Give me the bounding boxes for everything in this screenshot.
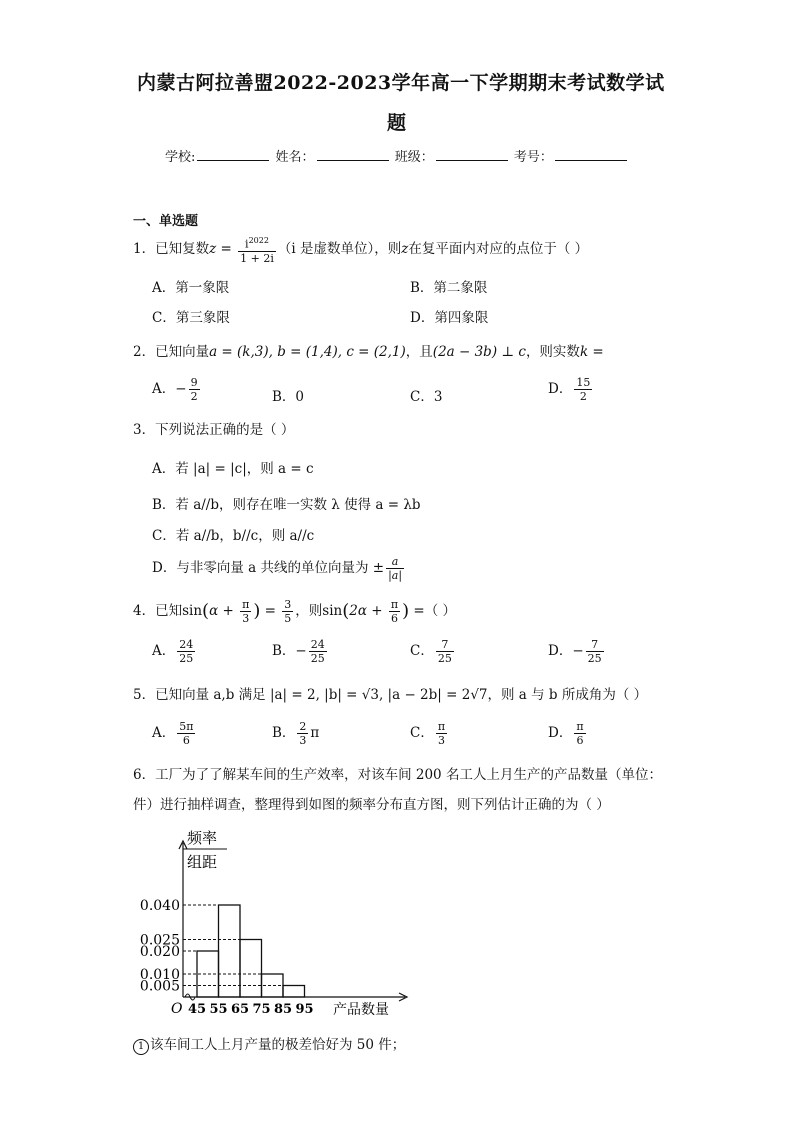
- q2-option-b[interactable]: B．0: [272, 389, 305, 405]
- q4-pi-over-6: [389, 598, 400, 625]
- q4-c-den: 25: [437, 652, 452, 665]
- q3-option-d[interactable]: [152, 555, 406, 582]
- q1-option-d[interactable]: D．第四象限: [410, 310, 489, 326]
- q1-option-c[interactable]: C．第三象限: [152, 310, 230, 326]
- question-1-stem: [133, 234, 588, 265]
- q5-c-num: π: [437, 720, 446, 733]
- y-tick-label: 0.040: [139, 898, 180, 914]
- q4-arg-1: α +: [209, 603, 239, 619]
- paper-title-line1: 内蒙古阿拉善盟2022-2023学年高一下学期期末考试数学试: [137, 72, 665, 94]
- q4-a-num: 24: [179, 638, 194, 651]
- y-tick-label: 0.025: [139, 932, 180, 949]
- exam-number-label: 考号：: [513, 150, 553, 165]
- question-6-line-1: 6．工厂为了了解某车间的生产效率，对该车间 200 名工人上月生产的产品数量（单位：: [133, 767, 662, 783]
- q2-a-fraction: [189, 376, 200, 403]
- q1-eq: =: [216, 240, 237, 257]
- q4-value: [282, 598, 293, 625]
- q1-prefix: 1．已知复数: [133, 240, 210, 257]
- q4-eq: =: [260, 603, 281, 619]
- q1-denominator: 1 + 2i: [240, 251, 274, 265]
- q1-suffix: （i 是虚数单位），则: [277, 240, 402, 257]
- q5-b-fraction: [297, 720, 308, 747]
- q4-mid: ，则: [295, 603, 323, 619]
- q5-d-fraction: [574, 720, 585, 747]
- q5-option-b[interactable]: [272, 720, 319, 747]
- q5-a-label: A．: [152, 725, 176, 741]
- q4-a-den: 25: [179, 652, 194, 665]
- origin-label: O: [171, 1001, 183, 1015]
- paper-title-line2: 题: [387, 112, 407, 134]
- q3-option-c[interactable]: C．若 a//b，b//c，则 a//c: [152, 528, 315, 544]
- question-6-line-2: 件）进行抽样调查，整理得到如图的频率分布直方图，则下列估计正确的为（ ）: [133, 797, 610, 813]
- q5-a-num: 5π: [179, 720, 194, 733]
- q2-post: ，则实数: [525, 344, 580, 360]
- y-axis-label-denominator: 组距: [187, 853, 218, 871]
- student-info-fields: [165, 146, 629, 165]
- y-tick-label: 0.010: [139, 967, 180, 983]
- histogram-bar: [240, 940, 262, 998]
- q4-c-label: C．: [410, 643, 434, 659]
- q2-a-label: A．: [152, 381, 176, 397]
- q2-d-den: 2: [579, 390, 587, 403]
- q2-a-den: 2: [190, 390, 198, 403]
- q4-option-d[interactable]: [548, 638, 606, 665]
- x-axis-label: 产品数量: [333, 1002, 389, 1015]
- section-heading-single-choice: 一、单选题: [133, 214, 199, 229]
- x-tick-label: 65: [230, 1002, 250, 1015]
- q1-exponent: 2022: [248, 236, 269, 245]
- q4-pi1-den: 3: [242, 612, 250, 625]
- q3-option-b[interactable]: B．若 a//b，则存在唯一实数 λ 使得 a = λb: [152, 497, 421, 513]
- q4-d-num: 7: [586, 638, 604, 652]
- q5-b-den: 3: [299, 734, 307, 747]
- frequency-histogram: [125, 825, 415, 1015]
- q4-pi1-num: π: [242, 598, 250, 611]
- q3-d-num: a: [386, 555, 404, 569]
- q3-d-den: |a|: [388, 569, 403, 582]
- q4-b-num: 24: [310, 638, 325, 651]
- q5-a-fraction: [177, 720, 195, 747]
- q5-c-fraction: [436, 720, 447, 747]
- q2-end: =: [588, 344, 604, 360]
- histogram-bar: [219, 905, 241, 997]
- q4-c-num: 7: [436, 638, 454, 652]
- q4-d-den: 25: [587, 652, 602, 665]
- q4-arg-2: 2α +: [349, 603, 387, 619]
- q1-suffix2: 在复平面内对应的点位于（ ）: [408, 240, 589, 257]
- question-6-statement-1: [133, 1036, 405, 1055]
- q5-a-den: 6: [182, 734, 190, 747]
- q4-pi2-num: π: [390, 598, 399, 611]
- name-label: 姓名：: [275, 150, 315, 165]
- q2-a-num: 9: [190, 376, 198, 389]
- name-blank: [317, 148, 389, 161]
- statement-1-text: 该车间工人上月产量的极差恰好为 50 件；: [150, 1037, 406, 1053]
- x-tick-label: 55: [209, 1002, 228, 1015]
- x-tick-label: 95: [295, 1002, 314, 1015]
- q4-option-a[interactable]: [152, 638, 197, 665]
- q5-b-pi: π: [310, 725, 320, 741]
- q4-prefix: 4．已知: [133, 603, 183, 619]
- q5-c-label: C．: [410, 725, 434, 741]
- q4-b-label: B．−: [272, 643, 307, 659]
- q1-z: z: [209, 240, 217, 257]
- q2-k: k: [579, 344, 589, 360]
- q5-option-a[interactable]: [152, 720, 197, 747]
- q4-b-den: 25: [310, 652, 325, 665]
- q5-b-num: 2: [299, 720, 307, 733]
- q5-option-d[interactable]: [548, 720, 588, 747]
- q2-option-a[interactable]: [152, 376, 202, 403]
- q4-d-fraction: [586, 638, 604, 665]
- q4-a-label: A．: [152, 643, 176, 659]
- q4-option-b[interactable]: [272, 638, 329, 665]
- q2-option-d[interactable]: [548, 376, 594, 403]
- q2-d-fraction: [574, 376, 592, 403]
- y-tick-label: 0.005: [139, 978, 180, 995]
- q3-d-text: D．与非零向量 a 共线的单位向量为 ±: [152, 560, 385, 576]
- question-5-stem: 5．已知向量 a,b 满足 |a| = 2, |b| = √3, |a − 2b| = 2√7，则 a 与 b 所成角为（ ）: [133, 687, 648, 703]
- class-blank: [436, 148, 508, 161]
- x-tick-label: 85: [273, 1002, 293, 1015]
- q4-sin-2: sin: [322, 603, 343, 619]
- q4-c-fraction: [436, 638, 454, 665]
- q4-d-label: D．−: [548, 643, 584, 659]
- q4-end: =（ ）: [409, 603, 457, 619]
- q2-mid: ，且: [405, 344, 433, 360]
- q4-a-fraction: [177, 638, 195, 665]
- q1-numerator: i: [245, 237, 249, 251]
- q2-prefix: 2．已知向量: [133, 344, 210, 360]
- q5-d-num: π: [576, 720, 584, 733]
- question-4-stem: 4．已知sin(α + $\frac{\pi}{3}$ ) = $\frac{3}{5}$ ，则sin(2α + $\frac{\pi}{6}$ ) =（ ）: [133, 598, 457, 625]
- q5-c-den: 3: [437, 734, 445, 747]
- statement-1-mark: 1: [133, 1039, 149, 1055]
- q1-fraction: [238, 234, 276, 265]
- q2-option-c[interactable]: C．3: [410, 389, 443, 405]
- q2-vectors: a = (k,3), b = (1,4), c = (2,1): [209, 344, 406, 360]
- q1-option-b[interactable]: B．第二象限: [410, 280, 488, 296]
- q4-sin-1: sin: [182, 603, 203, 619]
- q5-d-label: D．: [548, 725, 573, 741]
- q4-pi-over-3: [240, 598, 251, 625]
- school-label: 学校:: [165, 150, 196, 165]
- q3-d-fraction: [386, 555, 404, 582]
- q1-z2: z: [401, 240, 409, 257]
- q1-option-a[interactable]: A．第一象限: [152, 280, 230, 296]
- question-2-stem: [133, 343, 604, 361]
- q5-d-den: 6: [576, 734, 584, 747]
- q5-b-label: B．: [272, 725, 296, 741]
- q4-b-fraction: [309, 638, 327, 665]
- q2-d-num: 15: [576, 376, 591, 389]
- y-axis-label-numerator: 频率: [187, 829, 218, 847]
- q3-option-a[interactable]: A．若 |a| = |c|，则 a = c: [152, 461, 314, 477]
- class-label: 班级：: [394, 150, 434, 165]
- q2-condition: (2a − 3b) ⊥ c: [432, 344, 526, 360]
- school-blank: [197, 148, 269, 161]
- q4-val-den: 5: [284, 612, 292, 625]
- x-tick-label: 75: [252, 1002, 271, 1015]
- exam-number-blank: [555, 148, 627, 161]
- q2-d-label: D．: [548, 381, 573, 397]
- q4-option-c[interactable]: [410, 638, 456, 665]
- q5-option-c[interactable]: [410, 720, 449, 747]
- q4-val-num: 3: [284, 598, 292, 611]
- q2-a-sign: −: [175, 381, 187, 397]
- q4-pi2-den: 6: [390, 612, 398, 625]
- histogram-bar: [283, 986, 305, 998]
- y-tick-label: 0.020: [139, 944, 180, 960]
- question-3-stem: 3．下列说法正确的是（ ）: [133, 422, 295, 438]
- x-tick-label: 45: [187, 1002, 207, 1015]
